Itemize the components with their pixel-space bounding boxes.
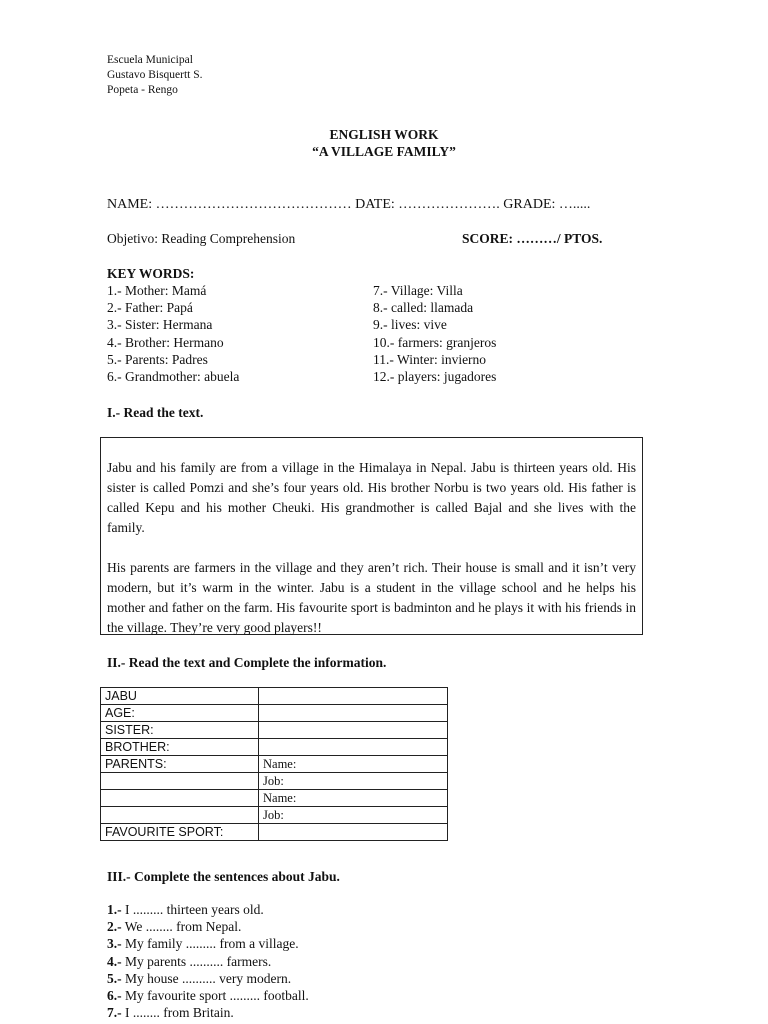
document-subtitle: “A VILLAGE FAMILY”: [312, 144, 456, 159]
table-row: [101, 790, 448, 807]
keyword-item: 10.- farmers: granjeros: [373, 334, 497, 350]
table-label-cell: [101, 790, 259, 807]
objective-line: Objetivo: Reading Comprehension: [107, 231, 296, 246]
table-row: [101, 739, 448, 756]
score-line: SCORE: ………/ PTOS.: [462, 231, 603, 246]
table-answer-cell[interactable]: [259, 824, 448, 841]
information-table: [100, 687, 448, 841]
table-answer-cell[interactable]: [259, 705, 448, 722]
table-answer-cell[interactable]: Job:: [259, 773, 448, 790]
table-answer-cell[interactable]: Name:: [259, 790, 448, 807]
section1-heading: I.- Read the text.: [107, 405, 204, 420]
table-label-cell: [101, 773, 259, 790]
table-label-cell: PARENTS:: [101, 756, 259, 773]
keyword-item: 1.- Mother: Mamá: [107, 283, 207, 298]
keyword-item: 6.- Grandmother: abuela: [107, 368, 240, 384]
keyword-item: 7.- Village: Villa: [373, 283, 463, 298]
list-item: [107, 918, 309, 935]
table-row: [101, 773, 448, 790]
sentence-text: I ........ from Britain.: [121, 1005, 234, 1021]
list-item: [107, 970, 309, 987]
list-item: [107, 935, 309, 952]
table-label-cell: SISTER:: [101, 722, 259, 739]
table-label-cell: JABU: [101, 688, 259, 705]
table-answer-cell[interactable]: Name:: [259, 756, 448, 773]
keyword-item: 3.- Sister: Hermana: [107, 317, 213, 333]
sentence-text: We ........ from Nepal.: [121, 919, 242, 935]
table-row: [101, 688, 448, 705]
section3-heading: III.- Complete the sentences about Jabu.: [107, 869, 340, 884]
table-label-cell: BROTHER:: [101, 739, 259, 756]
school-header: [107, 53, 203, 98]
keyword-item: 4.- Brother: Hermano: [107, 334, 224, 350]
table-label-cell: AGE:: [101, 705, 259, 722]
sentence-list: [107, 901, 309, 1021]
sentence-text: My parents .......... farmers.: [121, 953, 272, 969]
sentence-text: My house .......... very modern.: [121, 970, 292, 986]
table-answer-cell[interactable]: [259, 688, 448, 705]
table-answer-cell[interactable]: [259, 722, 448, 739]
table-label-cell: FAVOURITE SPORT:: [101, 824, 259, 841]
document-title: ENGLISH WORK: [329, 127, 439, 142]
sentence-text: I ......... thirteen years old.: [121, 902, 264, 917]
keywords-heading: KEY WORDS:: [107, 266, 195, 281]
table-answer-cell[interactable]: [259, 739, 448, 756]
sentence-number: 2.-: [107, 919, 122, 935]
sentence-number: 3.-: [107, 936, 122, 952]
table-row: [101, 722, 448, 739]
keywords-left-list: [107, 282, 239, 385]
section2-heading: II.- Read the text and Complete the information.: [107, 655, 387, 670]
sentence-number: 5.-: [107, 970, 122, 986]
list-item: [107, 987, 309, 1004]
table-answer-cell[interactable]: Job:: [259, 807, 448, 824]
keyword-item: 2.- Father: Papá: [107, 300, 193, 316]
reading-text-box: [100, 437, 643, 635]
sentence-number: 1.-: [107, 902, 122, 917]
sentence-text: My family ......... from a village.: [121, 936, 299, 952]
keyword-item: 9.- lives: vive: [373, 317, 447, 333]
reading-paragraph-2: His parents are farmers in the village and they aren’t rich. Their house is small and it isn’t very modern, but it’s warm in the winter. Jabu is a student in the village school and he helps his mother and father on the farm. His favourite sport is badminton and he plays it with his friends in the village. They’re very good players!!: [107, 560, 636, 635]
list-item: [107, 953, 309, 970]
table-label-cell: [101, 807, 259, 824]
keywords-right-list: [373, 282, 496, 385]
list-item: [107, 901, 309, 918]
reading-paragraph-1: Jabu and his family are from a village in the Himalaya in Nepal. Jabu is thirteen years old. His sister is called Pomzi and she’s four years old. His brother Norbu is two years old. His father is called Kepu and his mother Cheuki. His grandmother is called Bajal and she lives with the family.: [107, 460, 636, 535]
table-row: [101, 756, 448, 773]
sentence-text: My favourite sport ......... football.: [121, 987, 309, 1003]
name-date-grade-line: NAME: …………………………………… DATE: …………………. GRADE: ….....: [107, 197, 591, 212]
keyword-item: 8.- called: llamada: [373, 300, 474, 316]
table-row: [101, 807, 448, 824]
school-name: Escuela Municipal: [107, 54, 193, 66]
keyword-item: 12.- players: jugadores: [373, 368, 497, 384]
list-item: [107, 1004, 309, 1021]
keyword-item: 5.- Parents: Padres: [107, 351, 208, 367]
school-person: Gustavo Bisquertt S.: [107, 69, 203, 81]
table-row: [101, 705, 448, 722]
sentence-number: 4.-: [107, 953, 122, 969]
sentence-number: 6.-: [107, 987, 122, 1003]
keyword-item: 11.- Winter: invierno: [373, 351, 487, 367]
school-location: Popeta - Rengo: [107, 84, 178, 96]
table-row: [101, 824, 448, 841]
sentence-number: 7.-: [107, 1005, 122, 1021]
